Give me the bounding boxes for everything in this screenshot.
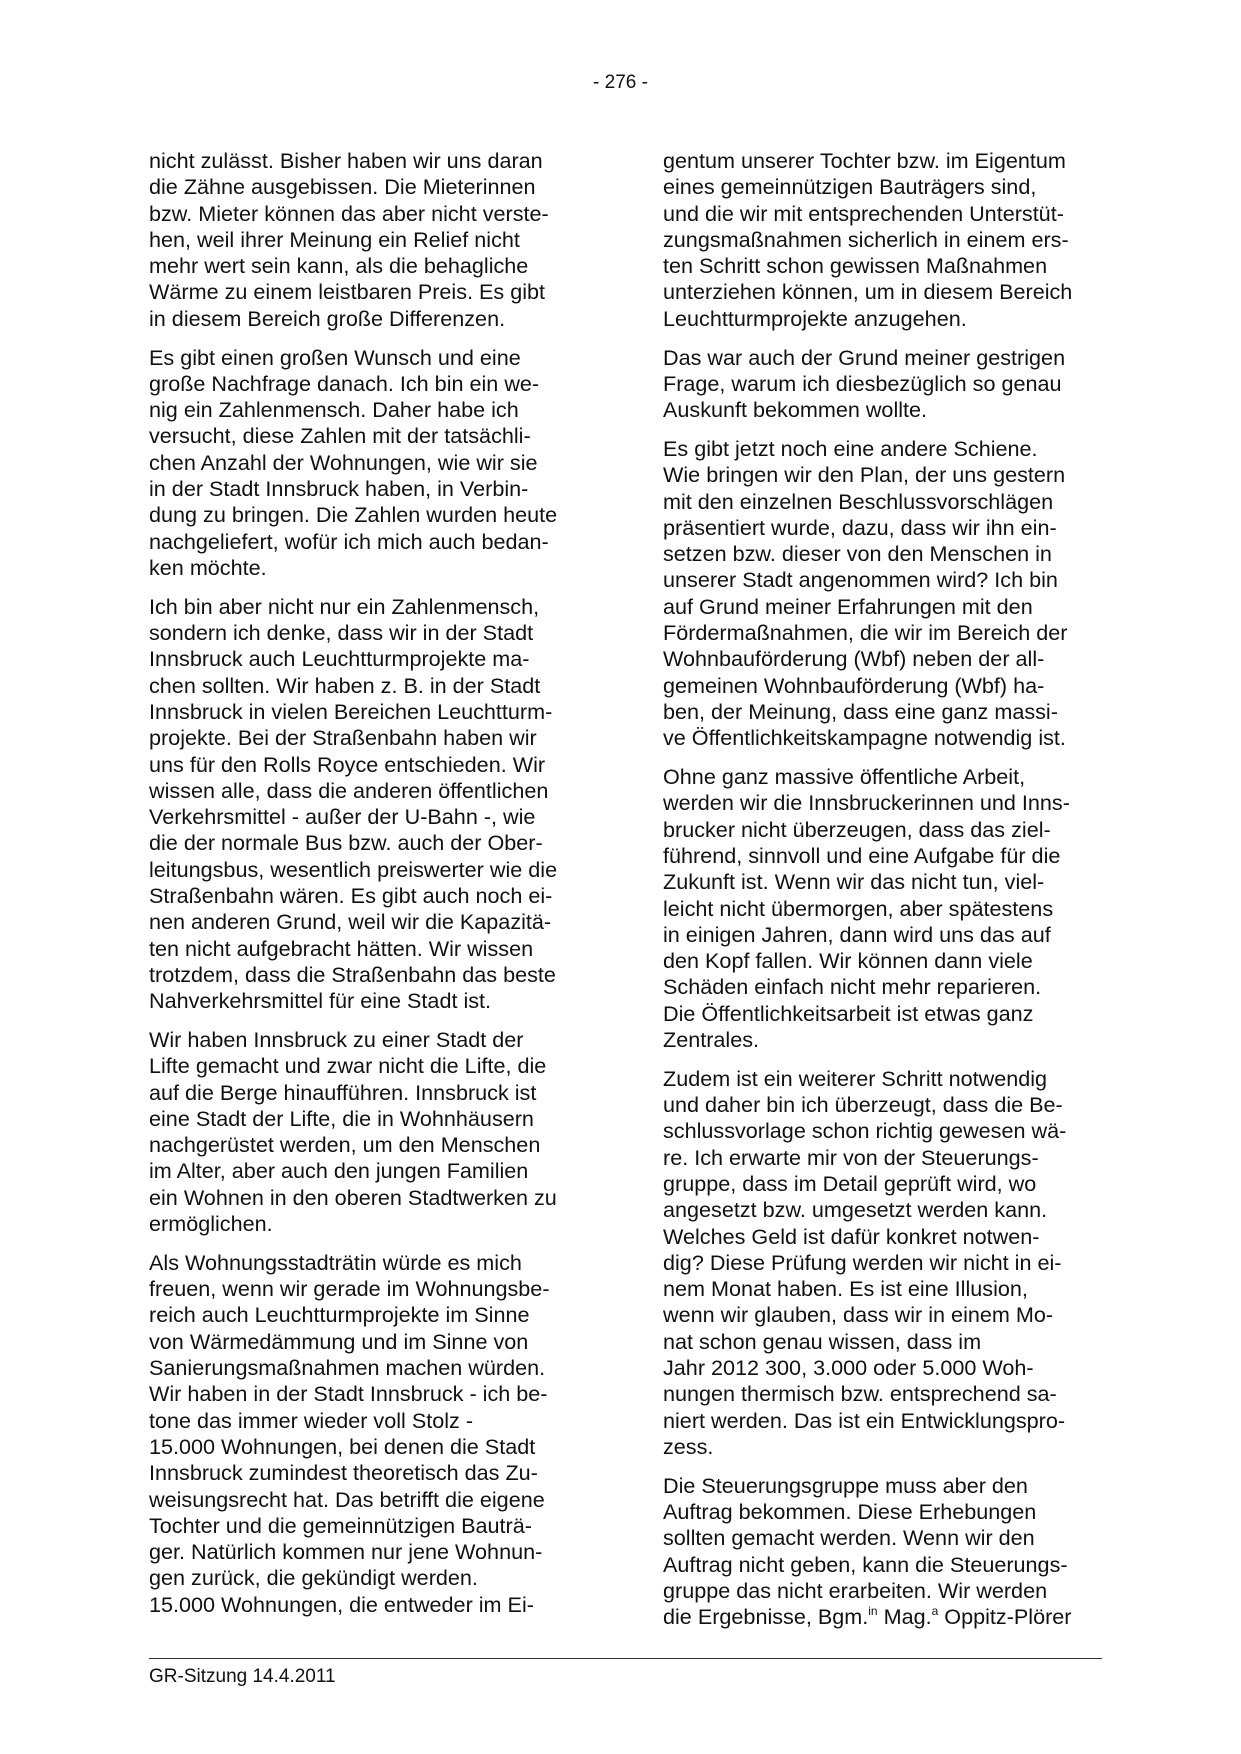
footer-divider xyxy=(149,1658,1102,1659)
paragraph: Ohne ganz massive öffentliche Arbeit, werden wir die Innsbruckerinnen und Inns- brucker nicht überzeugen, dass das ziel- führend, sinnvoll und eine Aufgabe für die Zukunft ist. Wenn wir das nicht tun, viel- leicht nicht übermorgen, aber spätestens in einigen Jahren, dann wird uns das auf den Kopf fallen. Wir können dann viele Schäden einfach nicht mehr reparieren. Die Öffentlichkeitsarbeit ist etwas ganz Zentrales. xyxy=(663,764,1070,1052)
paragraph: Wir haben Innsbruck zu einer Stadt der Lifte gemacht und zwar nicht die Lifte, die auf die Berge hinaufführen. Innsbruck ist eine Stadt der Lifte, die in Wohnhäusern nachgerüstet werden, um den Menschen im Alter, aber auch den jungen Familien ein Wohnen in den oberen Stadtwerken zu ermöglichen. xyxy=(149,1027,557,1237)
paragraph: Es gibt einen großen Wunsch und eine große Nachfrage danach. Ich bin ein we- nig ein Zahlenmensch. Daher habe ich versucht, diese Zahlen mit der tatsächli- chen Anzahl der Wohnungen, wie wir sie in der Stadt Innsbruck haben, in Verbin- dung zu bringen. Die Zahlen wurden heute nachgeliefert, wofür ich mich auch bedan- ken möchte. xyxy=(149,344,558,580)
paragraph: Ich bin aber nicht nur ein Zahlenmensch, sondern ich denke, dass wir in der Stadt Innsbruck auch Leuchtturmprojekte ma- chen sollten. Wir haben z. B. in der Stadt Innsbruck in vielen Bereichen Leuchtturm- projekte. Bei der Straßenbahn haben wir uns für den Rolls Royce entschieden. Wir wissen alle, dass die anderen öffentlichen Verkehrsmittel - außer der U-Bahn -, wie die der normale Bus bzw. auch der Ober- leitungsbus, wesentlich preiswerter wie die Straßenbahn wären. Es gibt auch noch ei- nen anderen Grund, weil wir die Kapazitä- ten nicht aufgebracht hätten. Wir wissen trotzdem, dass die Straßenbahn das beste Nahverkehrsmittel für eine Stadt ist. xyxy=(149,593,558,1014)
paragraph: Als Wohnungsstadträtin würde es mich freuen, wenn wir gerade im Wohnungsbe- reich auch Leuchtturmprojekte im Sinne von Wärmedämmung und im Sinne von Sanierungsmaßnahmen machen würden. Wir haben in der Stadt Innsbruck - ich be- tone das immer wieder voll Stolz - 15.000 Wohnungen, bei denen die Stadt Innsbruck zumindest theoretisch das Zu- weisungsrecht hat. Das betrifft die eigene Tochter und die gemeinnützigen Bauträ- ger. Natürlich kommen nur jene Wohnun- gen zurück, die gekündigt werden. 15.000 Wohnungen, die entweder im Ei- xyxy=(149,1249,550,1617)
paragraph-text: Oppitz-Plörer xyxy=(938,1604,1072,1630)
paragraph: gentum unserer Tochter bzw. im Eigentum eines gemeinnützigen Bauträgers sind, und die wir mit entsprechenden Unterstüt- zungsmaßnahmen sicherlich in einem ers- ten Schritt schon gewissen Maßnahmen unterziehen können, um in diesem Bereich Leuchtturmprojekte anzugehen. xyxy=(663,148,1073,331)
paragraph-last xyxy=(663,1473,1105,1631)
paragraph: nicht zulässt. Bisher haben wir uns daran die Zähne ausgebissen. Die Mieterinnen bzw. Mieter können das aber nicht verste- hen, weil ihrer Meinung ein Relief nicht mehr wert sein kann, als die behagliche Wärme zu einem leistbaren Preis. Es gibt in diesem Bereich große Differenzen. xyxy=(149,148,549,331)
paragraph-text: Die Steuerungsgruppe muss aber den Auftrag bekommen. Diese Erhebungen sollten gemacht werden. Wenn wir den Auftrag nicht geben, kann die Steuerungs- gruppe das nicht erarbeiten. Wir werden die Ergebnisse, Bgm. xyxy=(663,1472,1068,1630)
right-column xyxy=(663,148,1105,1643)
superscript: in xyxy=(868,1604,878,1619)
paragraph: Das war auch der Grund meiner gestrigen Frage, warum ich diesbezüglich so genau Auskunft bekommen wollte. xyxy=(663,344,1066,423)
paragraph: Zudem ist ein weiterer Schritt notwendig und daher bin ich überzeugt, dass die Be- schlussvorlage schon richtig gewesen wä- re. Ich erwarte mir von der Steuerungs- gruppe, dass im Detail geprüft wird, wo angesetzt bzw. umgesetzt werden kann. Welches Geld ist dafür konkret notwen- dig? Diese Prüfung werden wir nicht in ei- nem Monat haben. Es ist eine Illusion, wenn wir glauben, dass wir in einem Mo- nat schon genau wissen, dass im Jahr 2012 300, 3.000 oder 5.000 Woh- nungen thermisch bzw. entsprechend sa- niert werden. Das ist ein Entwicklungspro- zess. xyxy=(663,1065,1067,1459)
left-column xyxy=(149,148,591,1631)
superscript: a xyxy=(931,1604,939,1619)
paragraph-text: Mag. xyxy=(877,1604,932,1630)
footer-session: GR-Sitzung 14.4.2011 xyxy=(149,1666,336,1687)
paragraph: Es gibt jetzt noch eine andere Schiene. Wie bringen wir den Plan, der uns gestern mit den einzelnen Beschlussvorschlägen präsentiert wurde, dazu, dass wir ihn ein- setzen bzw. dieser von den Menschen in unserer Stadt angenommen wird? Ich bin auf Grund meiner Erfahrungen mit den Fördermaßnahmen, die wir im Bereich der Wohnbauförderung (Wbf) neben der all- gemeinen Wohnbauförderung (Wbf) ha- ben, der Meinung, dass eine ganz massi- ve Öffentlichkeitskampagne notwendig ist. xyxy=(663,435,1068,751)
page-number: - 276 - xyxy=(593,72,648,93)
